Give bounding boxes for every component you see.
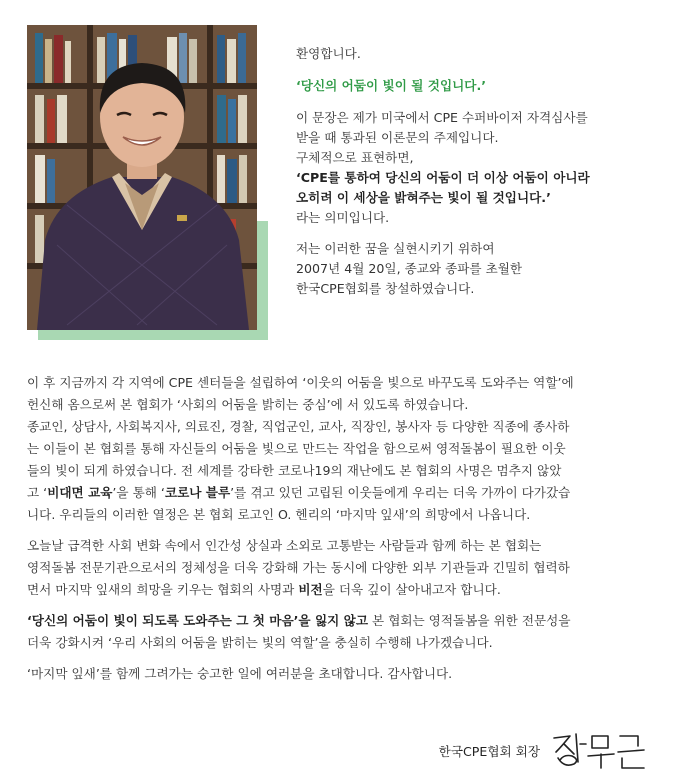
paragraph-3 [27,610,657,654]
president-photo-frame [27,25,268,340]
paragraph-2-line [27,579,657,601]
text-span: 고 ‘ [27,485,48,500]
text-span: ’을 통해 ‘ [112,485,165,500]
intro-quote-1: ‘CPE를 통하여 당신의 어둠이 더 이상 어둠이 아니라 [296,170,590,185]
text-span: 을 더욱 깊이 살아내고자 합니다. [322,582,501,597]
founding-line-2: 2007년 4월 20일, 종교와 종파를 초월한 [296,261,523,276]
text-span: 면서 마지막 잎새의 희망을 키우는 협회의 사명과 [27,582,299,597]
paragraph-3-line: 더욱 강화시켜 ‘우리 사회의 어둠을 밝히는 빛의 역할’을 충실히 수행해 나가겠습니다. [27,635,493,650]
paragraph-4: ‘마지막 잎새’를 함께 그려가는 숭고한 일에 여러분을 초대합니다. 감사합니다. [27,666,453,681]
paragraph-1-line: 헌신해 옴으로써 본 협회가 ‘사회의 어둠을 밝히는 중심’에 서 있도록 하였습니다. [27,397,469,412]
president-portrait-image [27,25,257,330]
paragraph-3-line [27,610,657,632]
greeting: 환영합니다. [296,46,361,61]
text-span: 본 협회는 영적돌봄을 위한 전문성을 [368,613,571,628]
text-span: ’를 겪고 있던 고립된 이웃들에게 우리는 더욱 가까이 다가갔습 [230,485,571,500]
handwritten-signature [550,728,650,772]
paragraph-2-line: 영적돌봄 전문기관으로서의 정체성을 더욱 강화해 가는 동시에 다양한 외부 기관들과 긴밀히 협력하 [27,560,570,575]
president-photo [27,25,257,330]
paragraph-1-line: 종교인, 상담사, 사회복지사, 의료진, 경찰, 직업군인, 교사, 직장인, 봉사자 등 다양한 직종에 종사하 [27,419,570,434]
intro-line-3: 구체적으로 표현하면, [296,150,414,165]
paragraph-2 [27,535,657,601]
signature-block [439,728,650,772]
bold-phrase: 코로나 블루 [164,485,231,500]
paragraph-1 [27,372,657,526]
welcome-intro [296,44,666,299]
paragraph-1-line: 이 후 지금까지 각 지역에 CPE 센터들을 설립하여 ‘이웃의 어둠을 빛으로 바꾸도록 도와주는 역할’에 [27,375,574,390]
founding-line-3: 한국CPE협회를 창설하였습니다. [296,281,475,296]
message-body [27,372,657,685]
bold-phrase: 비대면 교육 [47,485,113,500]
paragraph-2-line: 오늘날 급격한 사회 변화 속에서 인간성 상실과 소외로 고통받는 사람들과 함께 하는 본 협회는 [27,538,542,553]
intro-line-4: 라는 의미입니다. [296,210,390,225]
founding-line-1: 저는 이러한 꿈을 실현시키기 위하여 [296,241,495,256]
intro-line-1: 이 문장은 제가 미국에서 CPE 수퍼바이저 자격심사를 [296,110,588,125]
signature-title: 한국CPE협회 회장 [438,743,540,759]
bold-phrase: 비전 [298,582,323,597]
paragraph-1-line [27,482,657,504]
paragraph-1-line: 들의 빛이 되게 하였습니다. 전 세계를 강타한 코로나19의 재난에도 본 협회의 사명은 멈추지 않았 [27,463,562,478]
paragraph-1-line: 는 이들이 본 협회를 통해 자신들의 어둠을 빛으로 만드는 작업을 함으로써 영적돌봄이 필요한 이웃 [27,441,566,456]
intro-line-2: 받을 때 통과된 이론문의 주제입니다. [296,130,499,145]
intro-quote-2: 오히려 이 세상을 밝혀주는 빛이 될 것입니다.’ [296,190,551,205]
paragraph-1-line: 니다. 우리들의 이러한 열정은 본 협회 로고인 O. 헨리의 ‘마지막 잎새’의 희망에서 나옵니다. [27,507,531,522]
bold-phrase: ‘당신의 어둠이 빛이 되도록 도와주는 그 첫 마음’을 잃지 않고 [27,613,369,628]
motto: ‘당신의 어둠이 빛이 될 것입니다.’ [296,78,487,93]
